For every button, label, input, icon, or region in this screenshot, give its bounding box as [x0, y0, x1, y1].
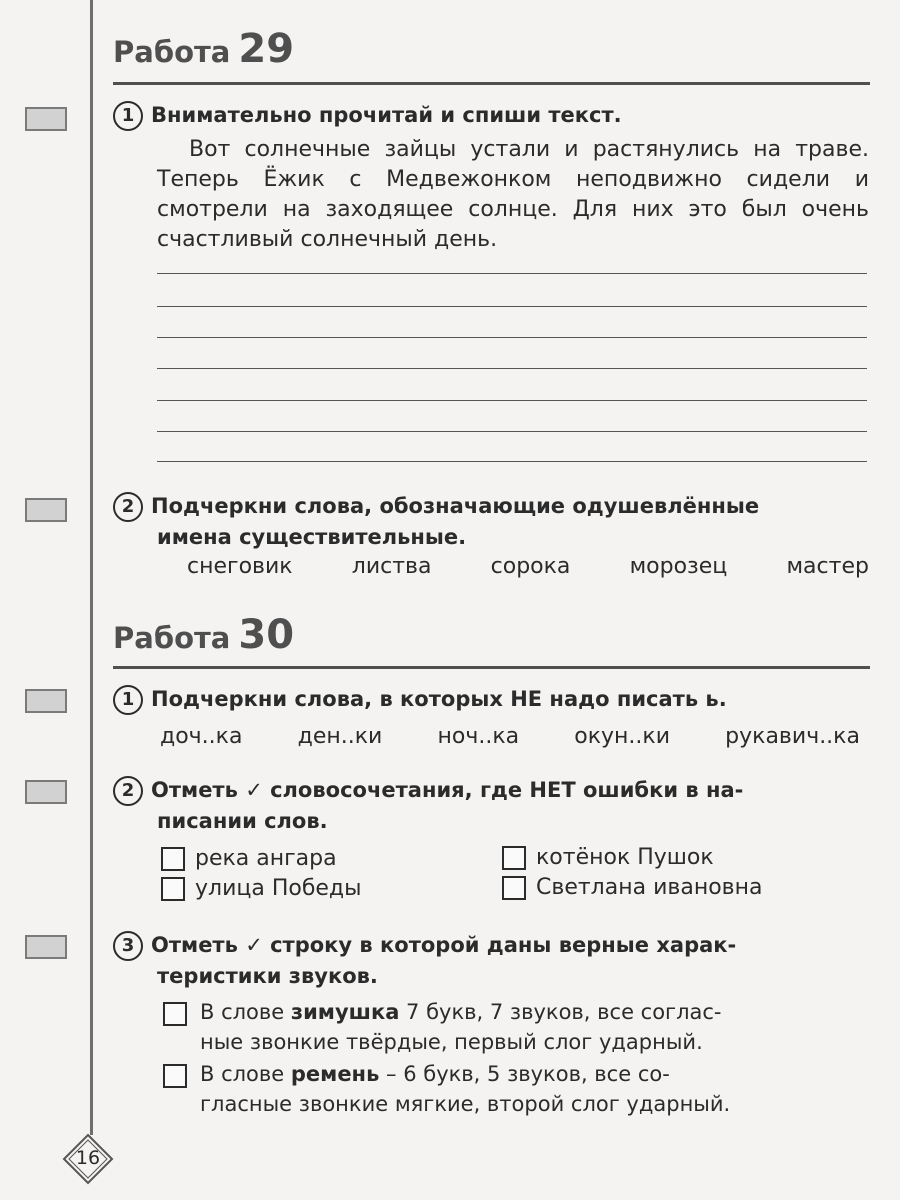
word-item[interactable]: мастер [786, 554, 869, 579]
writing-line[interactable] [157, 431, 867, 432]
option-label: улица Победы [195, 876, 362, 901]
task-number: 3 [113, 931, 143, 961]
word-item[interactable]: рукавич..ка [725, 724, 860, 749]
work-30-title [113, 612, 294, 658]
word-list [160, 724, 860, 749]
option-text: 7 букв, 7 звуков, все соглас- [399, 1000, 722, 1024]
task-29-1-instruction [113, 100, 622, 131]
writing-line[interactable] [157, 368, 867, 369]
option-item [161, 874, 362, 904]
task-30-2-instruction [113, 775, 743, 836]
task-number: 1 [113, 101, 143, 131]
copy-text-paragraph: Вот солнечные зайцы устали и растянулись на траве. Теперь Ёжик с Медвежонком неподвижно сидели и смотрели на заходящее солнце. Для них это был очень счастливый солнечный день. [157, 137, 869, 252]
option-label: Светлана ивановна [536, 875, 763, 900]
option-word: ремень [290, 1062, 380, 1086]
score-box [25, 780, 67, 804]
instruction-text: Внимательно прочитай и спиши текст. [151, 103, 622, 127]
option-item [502, 873, 763, 903]
option-label: река ангара [195, 846, 337, 871]
option-text: В слове [200, 1062, 291, 1086]
option-text: В слове [200, 1000, 291, 1024]
copy-text [157, 135, 869, 255]
word-item[interactable]: доч..ка [160, 724, 243, 749]
margin-line [90, 0, 93, 1135]
writing-line[interactable] [157, 400, 867, 401]
title-rule [113, 666, 870, 669]
option-item [161, 844, 337, 874]
word-item[interactable]: снеговик [187, 554, 293, 579]
writing-line[interactable] [157, 461, 867, 462]
task-29-2-instruction [113, 491, 759, 552]
option-paragraph [200, 1059, 870, 1119]
task-number: 2 [113, 492, 143, 522]
checkbox[interactable] [502, 846, 526, 870]
task-number: 2 [113, 776, 143, 806]
score-box [25, 935, 67, 959]
title-rule [113, 82, 870, 85]
instruction-text: теристики звуков. [157, 964, 378, 988]
work-number: 29 [238, 26, 295, 72]
instruction-text: имена существительные. [157, 525, 467, 549]
checkbox[interactable] [502, 876, 526, 900]
word-list [187, 554, 869, 579]
instruction-text: Подчеркни слова, в которых НЕ надо писать ь. [151, 687, 727, 711]
score-box [25, 689, 67, 713]
task-30-3-instruction [113, 930, 736, 991]
page-number: 16 [75, 1147, 101, 1169]
instruction-text: Подчеркни слова, обозначающие одушевлённые [151, 494, 760, 518]
work-number: 30 [238, 612, 295, 658]
word-item[interactable]: листва [351, 554, 432, 579]
instruction-text: Отметь ✓ словосочетания, где НЕТ ошибки в на- [151, 778, 744, 802]
writing-line[interactable] [157, 337, 867, 338]
work-label: Работа [113, 621, 231, 655]
option-item [502, 843, 714, 873]
checkbox[interactable] [163, 1064, 187, 1088]
score-box [25, 498, 67, 522]
score-box [25, 107, 67, 131]
instruction-text: писании слов. [157, 809, 328, 833]
option-paragraph [200, 997, 870, 1057]
option-text: ные звонкие твёрдые, первый слог ударный. [200, 1030, 703, 1054]
page-number-badge [62, 1133, 114, 1185]
task-number: 1 [113, 685, 143, 715]
option-text: гласные звонкие мягкие, второй слог ударный. [200, 1092, 731, 1116]
checkbox[interactable] [161, 847, 185, 871]
word-item[interactable]: ноч..ка [437, 724, 520, 749]
option-text: – 6 букв, 5 звуков, все со- [379, 1062, 670, 1086]
word-item[interactable]: сорока [490, 554, 571, 579]
word-item[interactable]: ден..ки [297, 724, 383, 749]
checkbox[interactable] [163, 1002, 187, 1026]
work-29-title [113, 26, 294, 72]
word-item[interactable]: морозец [629, 554, 728, 579]
writing-line[interactable] [157, 273, 867, 274]
option-word: зимушка [290, 1000, 400, 1024]
instruction-text: Отметь ✓ строку в которой даны верные харак- [151, 933, 737, 957]
word-item[interactable]: окун..ки [574, 724, 670, 749]
checkbox[interactable] [161, 877, 185, 901]
work-label: Работа [113, 35, 231, 69]
writing-line[interactable] [157, 306, 867, 307]
task-30-1-instruction [113, 684, 727, 715]
option-label: котёнок Пушок [536, 845, 714, 870]
